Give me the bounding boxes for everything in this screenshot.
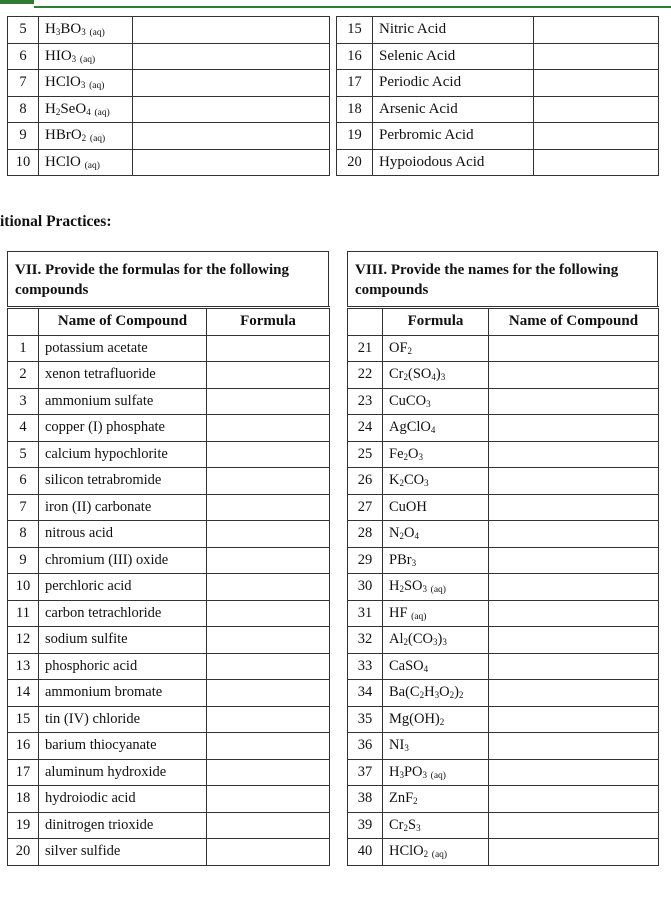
formula-answer-cell[interactable] — [207, 494, 330, 521]
table-row — [348, 627, 659, 654]
formula-text: $Fe_2O_3$ — [389, 445, 423, 462]
name-answer-cell[interactable] — [489, 680, 659, 707]
row-number: 18 — [337, 96, 373, 123]
answer-cell[interactable] — [534, 149, 659, 176]
formula-cell — [383, 653, 489, 680]
section-vii-title: VII. Provide the formulas for the following compounds — [7, 251, 329, 307]
answer-cell[interactable] — [133, 123, 330, 150]
table-row — [8, 600, 330, 627]
row-number: 13 — [8, 653, 39, 680]
table-row — [8, 653, 330, 680]
aqueous-state: (aq) — [79, 54, 96, 65]
header-accent-block — [0, 0, 34, 4]
compound-name: carbon tetrachloride — [39, 600, 207, 627]
row-number: 39 — [348, 812, 383, 839]
formula-answer-cell[interactable] — [207, 759, 330, 786]
row-number: 33 — [348, 653, 383, 680]
formula-cell — [383, 786, 489, 813]
formula-answer-cell[interactable] — [207, 733, 330, 760]
row-number: 23 — [348, 388, 383, 415]
formula-cell — [39, 123, 133, 150]
formula-answer-cell[interactable] — [207, 653, 330, 680]
row-number: 4 — [8, 415, 39, 442]
formula-cell — [383, 812, 489, 839]
table-row — [348, 733, 659, 760]
table-row — [8, 415, 330, 442]
acid-name: Hypoiodous Acid — [373, 149, 534, 176]
formula-text: $Mg(OH)_2$ — [389, 710, 445, 727]
table-row — [8, 733, 330, 760]
row-number: 5 — [8, 17, 39, 44]
row-number: 26 — [348, 468, 383, 495]
answer-cell[interactable] — [133, 96, 330, 123]
table-row — [348, 786, 659, 813]
row-number: 24 — [348, 415, 383, 442]
compound-name: potassium acetate — [39, 335, 207, 362]
answer-cell[interactable] — [133, 70, 330, 97]
section-viii-header-row — [348, 308, 659, 336]
formula-answer-cell[interactable] — [207, 521, 330, 548]
acid-name: Arsenic Acid — [373, 96, 534, 123]
row-number: 7 — [8, 494, 39, 521]
section-vii-header-row — [8, 308, 330, 336]
compound-name: hydroiodic acid — [39, 786, 207, 813]
formula-cell — [383, 547, 489, 574]
answer-cell[interactable] — [534, 70, 659, 97]
table-row — [348, 441, 659, 468]
table-row — [8, 43, 330, 70]
formula-cell — [39, 17, 133, 44]
row-number: 18 — [8, 786, 39, 813]
row-number: 40 — [348, 839, 383, 866]
formula-text: AgClO$_4$ — [389, 419, 436, 436]
aqueous-state: (aq) — [430, 770, 446, 781]
row-number: 9 — [8, 123, 39, 150]
table-row — [8, 706, 330, 733]
compound-name: chromium (III) oxide — [39, 547, 207, 574]
table-row — [8, 96, 330, 123]
row-number: 19 — [337, 123, 373, 150]
acid-name: Nitric Acid — [373, 17, 534, 44]
row-number: 6 — [8, 43, 39, 70]
aqueous-state: (aq) — [89, 134, 106, 145]
formula-text: CuOH — [389, 498, 427, 515]
name-answer-cell[interactable] — [489, 812, 659, 839]
row-number: 3 — [8, 388, 39, 415]
compound-name: barium thiocyanate — [39, 733, 207, 760]
row-number: 16 — [8, 733, 39, 760]
row-number: 8 — [8, 96, 39, 123]
formula-answer-cell[interactable] — [207, 786, 330, 813]
row-number: 36 — [348, 733, 383, 760]
table-row — [348, 759, 659, 786]
row-number: 30 — [348, 574, 383, 601]
table-row — [8, 839, 330, 866]
answer-cell[interactable] — [534, 17, 659, 44]
table-row — [8, 441, 330, 468]
table-row — [348, 415, 659, 442]
acid-name: Periodic Acid — [373, 70, 534, 97]
row-number: 16 — [337, 43, 373, 70]
table-row — [8, 627, 330, 654]
name-answer-cell[interactable] — [489, 335, 659, 362]
aqueous-state: (aq) — [94, 107, 110, 118]
row-number: 34 — [348, 680, 383, 707]
formula-answer-cell[interactable] — [207, 600, 330, 627]
table-row — [8, 812, 330, 839]
formula-cell — [39, 70, 133, 97]
table-row — [8, 521, 330, 548]
table-row — [348, 839, 659, 866]
formula-text: $K_2CO_3$ — [389, 472, 429, 489]
name-answer-cell[interactable] — [489, 839, 659, 866]
formula-cell — [383, 627, 489, 654]
formula-text: $HIO_3$ — [45, 47, 77, 64]
row-number: 1 — [8, 335, 39, 362]
compound-name: aluminum hydroxide — [39, 759, 207, 786]
row-number: 32 — [348, 627, 383, 654]
formula-text: HClO — [45, 153, 81, 170]
answer-cell[interactable] — [534, 43, 659, 70]
formula-answer-cell[interactable] — [207, 335, 330, 362]
formula-cell — [383, 600, 489, 627]
formula-cell — [383, 680, 489, 707]
formula-answer-cell[interactable] — [207, 388, 330, 415]
row-number: 11 — [8, 600, 39, 627]
table-row — [348, 362, 659, 389]
aqueous-state: (aq) — [89, 28, 105, 39]
row-number: 17 — [8, 759, 39, 786]
formula-text: $Al_2(CO_3)_3$ — [389, 631, 447, 648]
row-number: 17 — [337, 70, 373, 97]
formula-answer-cell[interactable] — [207, 468, 330, 495]
page-header-rule — [0, 0, 671, 9]
formula-answer-cell[interactable] — [207, 627, 330, 654]
section-viii-table — [347, 306, 659, 866]
aqueous-state: (aq) — [84, 160, 100, 171]
row-number: 21 — [348, 335, 383, 362]
table-row — [348, 706, 659, 733]
formula-cell — [383, 335, 489, 362]
row-number: 31 — [348, 600, 383, 627]
row-number: 28 — [348, 521, 383, 548]
row-number: 15 — [8, 706, 39, 733]
formula-text: $H_2SeO_4$ — [45, 100, 91, 117]
compound-name: silver sulfide — [39, 839, 207, 866]
table-row — [348, 335, 659, 362]
table-row — [348, 494, 659, 521]
formula-text: $H_3BO_3$ — [45, 21, 86, 38]
answer-cell[interactable] — [534, 96, 659, 123]
row-number: 27 — [348, 494, 383, 521]
table-row — [8, 362, 330, 389]
table-row — [337, 70, 659, 97]
formula-text: HF — [389, 604, 408, 621]
table-row — [337, 149, 659, 176]
formula-answer-cell[interactable] — [207, 415, 330, 442]
table-row — [8, 786, 330, 813]
acid-name: Perbromic Acid — [373, 123, 534, 150]
table-row — [337, 43, 659, 70]
compound-name: silicon tetrabromide — [39, 468, 207, 495]
section-viii-title: VIII. Provide the names for the following compounds — [347, 251, 658, 307]
row-number: 5 — [8, 441, 39, 468]
table-row — [8, 123, 330, 150]
section-heading: itional Practices: — [0, 213, 112, 230]
compound-name: ammonium sulfate — [39, 388, 207, 415]
formula-cell — [383, 468, 489, 495]
table-row — [348, 680, 659, 707]
formula-answer-cell[interactable] — [207, 441, 330, 468]
formula-cell — [383, 494, 489, 521]
formula-cell — [383, 362, 489, 389]
formula-answer-cell[interactable] — [207, 362, 330, 389]
formula-cell — [39, 43, 133, 70]
row-number: 35 — [348, 706, 383, 733]
name-answer-cell[interactable] — [489, 759, 659, 786]
compound-name: dinitrogen trioxide — [39, 812, 207, 839]
row-number: 20 — [8, 839, 39, 866]
name-answer-cell[interactable] — [489, 415, 659, 442]
table-row — [348, 653, 659, 680]
answer-cell[interactable] — [133, 17, 330, 44]
row-number: 14 — [8, 680, 39, 707]
row-number: 10 — [8, 149, 39, 176]
table-row — [348, 812, 659, 839]
row-number: 25 — [348, 441, 383, 468]
table-row — [348, 521, 659, 548]
table-row — [8, 680, 330, 707]
formula-answer-cell[interactable] — [207, 839, 330, 866]
formula-cell — [383, 521, 489, 548]
compound-name: phosphoric acid — [39, 653, 207, 680]
name-answer-cell[interactable] — [489, 494, 659, 521]
row-number: 20 — [337, 149, 373, 176]
formula-cell — [383, 415, 489, 442]
acid-name: Selenic Acid — [373, 43, 534, 70]
table-row — [348, 600, 659, 627]
aqueous-state: (aq) — [431, 850, 448, 861]
col-formula: Formula — [207, 308, 330, 336]
name-answer-cell[interactable] — [489, 600, 659, 627]
table-row — [8, 149, 330, 176]
row-number: 10 — [8, 574, 39, 601]
formula-cell — [39, 96, 133, 123]
formula-text: ZnF$_2$ — [389, 790, 418, 807]
table-row — [8, 759, 330, 786]
answer-cell[interactable] — [133, 43, 330, 70]
table-row — [348, 388, 659, 415]
row-number: 12 — [8, 627, 39, 654]
formula-text: PBr$_3$ — [389, 551, 417, 568]
formula-cell — [383, 759, 489, 786]
name-answer-cell[interactable] — [489, 362, 659, 389]
table-row — [348, 468, 659, 495]
row-number: 29 — [348, 547, 383, 574]
name-answer-cell[interactable] — [489, 733, 659, 760]
formula-text: CuCO$_3$ — [389, 392, 431, 409]
section-vii-table — [7, 306, 330, 866]
table-row — [8, 17, 330, 44]
compound-name: tin (IV) chloride — [39, 706, 207, 733]
answer-cell[interactable] — [133, 149, 330, 176]
formula-text: $H_2SO_3$ — [389, 578, 428, 595]
formula-cell — [383, 388, 489, 415]
name-answer-cell[interactable] — [489, 468, 659, 495]
table-row — [8, 70, 330, 97]
table-row — [337, 123, 659, 150]
acids-name-table — [336, 16, 659, 176]
table-row — [8, 388, 330, 415]
formula-text: $N_2O_4$ — [389, 525, 419, 542]
col-name-of-compound: Name of Compound — [489, 308, 659, 336]
row-number: 7 — [8, 70, 39, 97]
col-formula: Formula — [383, 308, 489, 336]
formula-cell — [383, 839, 489, 866]
row-number: 38 — [348, 786, 383, 813]
compound-name: sodium sulfite — [39, 627, 207, 654]
formula-text: $OF_2$ — [389, 339, 413, 356]
compound-name: iron (II) carbonate — [39, 494, 207, 521]
table-row — [8, 574, 330, 601]
col-name-of-compound: Name of Compound — [39, 308, 207, 336]
aqueous-state: (aq) — [430, 585, 446, 596]
acids-formula-table — [7, 16, 330, 176]
row-number: 37 — [348, 759, 383, 786]
table-row — [8, 547, 330, 574]
name-answer-cell[interactable] — [489, 786, 659, 813]
formula-text: CaSO$_4$ — [389, 657, 429, 674]
formula-cell — [383, 574, 489, 601]
compound-name: calcium hypochlorite — [39, 441, 207, 468]
formula-cell — [383, 441, 489, 468]
name-answer-cell[interactable] — [489, 653, 659, 680]
compound-name: ammonium bromate — [39, 680, 207, 707]
table-row — [348, 547, 659, 574]
table-row — [337, 17, 659, 44]
formula-text: $Cr_2S_3$ — [389, 816, 421, 833]
row-number: 2 — [8, 362, 39, 389]
formula-answer-cell[interactable] — [207, 547, 330, 574]
formula-answer-cell[interactable] — [207, 574, 330, 601]
formula-text: HClO$_3$ — [45, 74, 86, 91]
compound-name: perchloric acid — [39, 574, 207, 601]
name-answer-cell[interactable] — [489, 388, 659, 415]
table-row — [8, 468, 330, 495]
formula-text: $NI_3$ — [389, 737, 409, 754]
name-answer-cell[interactable] — [489, 547, 659, 574]
row-number: 15 — [337, 17, 373, 44]
header-blank — [8, 308, 39, 336]
formula-cell — [39, 149, 133, 176]
formula-answer-cell[interactable] — [207, 706, 330, 733]
row-number: 6 — [8, 468, 39, 495]
formula-text: $H_3PO_3$ — [389, 763, 428, 780]
name-answer-cell[interactable] — [489, 706, 659, 733]
formula-text: $Ba(C_2H_3O_2)_2$ — [389, 684, 464, 701]
compound-name: xenon tetrafluoride — [39, 362, 207, 389]
formula-text: $Cr_2(SO_4)_3$ — [389, 366, 446, 383]
formula-answer-cell[interactable] — [207, 812, 330, 839]
formula-cell — [383, 706, 489, 733]
compound-name: copper (I) phosphate — [39, 415, 207, 442]
name-answer-cell[interactable] — [489, 521, 659, 548]
row-number: 9 — [8, 547, 39, 574]
table-row — [8, 335, 330, 362]
aqueous-state: (aq) — [411, 611, 427, 622]
table-row — [8, 494, 330, 521]
row-number: 22 — [348, 362, 383, 389]
table-row — [337, 96, 659, 123]
formula-cell — [383, 733, 489, 760]
header-blank — [348, 308, 383, 336]
formula-text: HBrO$_2$ — [45, 127, 87, 144]
row-number: 19 — [8, 812, 39, 839]
name-answer-cell[interactable] — [489, 441, 659, 468]
compound-name: nitrous acid — [39, 521, 207, 548]
formula-answer-cell[interactable] — [207, 680, 330, 707]
name-answer-cell[interactable] — [489, 574, 659, 601]
name-answer-cell[interactable] — [489, 627, 659, 654]
answer-cell[interactable] — [534, 123, 659, 150]
formula-text: HClO$_2$ — [389, 843, 429, 860]
row-number: 8 — [8, 521, 39, 548]
table-row — [348, 574, 659, 601]
header-accent-line — [34, 6, 671, 8]
aqueous-state: (aq) — [89, 81, 105, 92]
